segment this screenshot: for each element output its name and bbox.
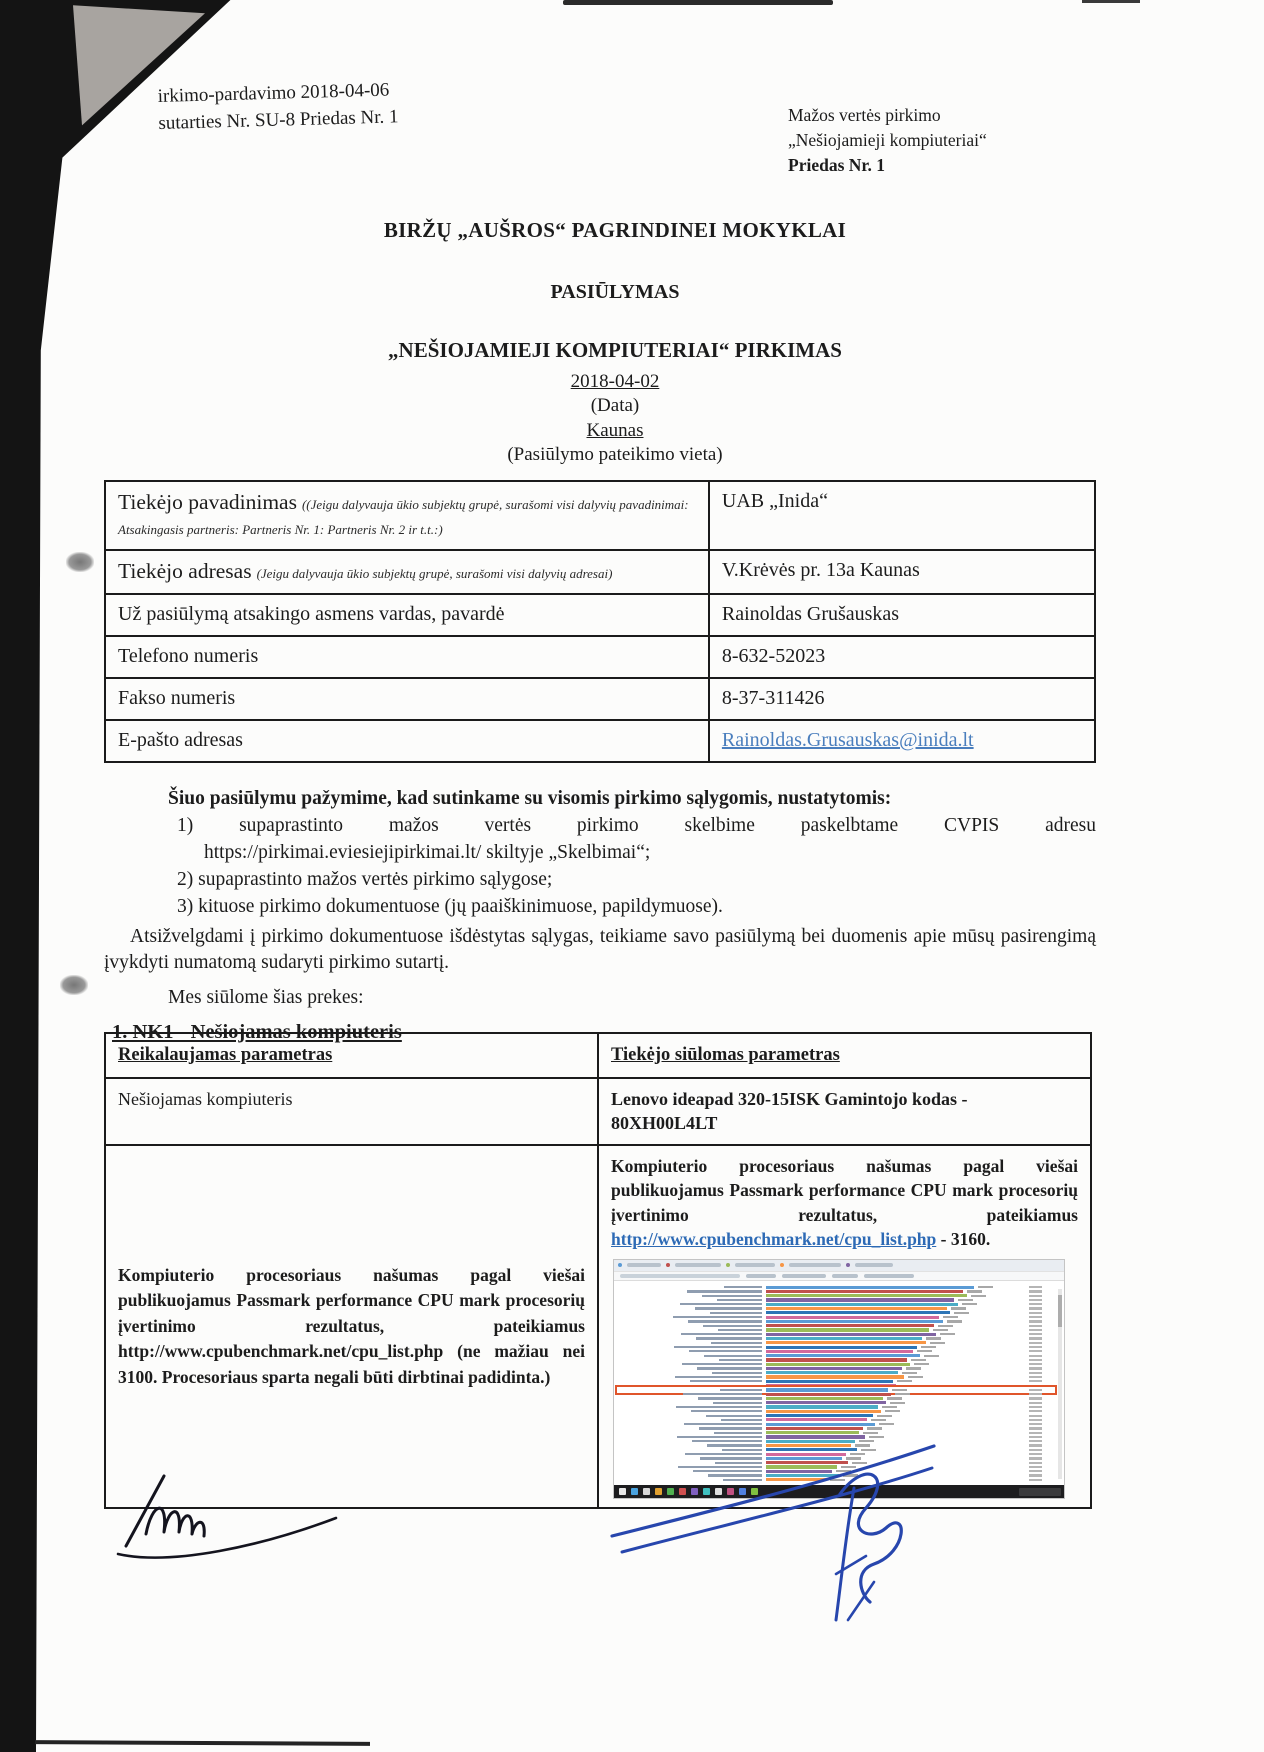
benchmark-score [882,1406,897,1408]
benchmark-row [618,1311,1054,1314]
benchmark-percent [1029,1325,1042,1327]
scan-bottom-mark-artifact [35,1740,370,1746]
tab-title-placeholder [735,1263,775,1267]
benchmark-score [971,1295,986,1297]
benchmark-percent [1029,1479,1042,1481]
benchmark-bar [766,1324,934,1327]
benchmark-percent [1029,1389,1042,1391]
required-parameter-header-cell [105,1033,598,1078]
responsible-person-value: Rainoldas Grušauskas [709,594,1095,636]
benchmark-score [914,1363,929,1365]
browser-icon [618,1263,622,1267]
benchmark-percent [1029,1440,1042,1442]
email-link[interactable]: Rainoldas.Grusauskas@inida.lt [721,729,974,751]
benchmark-percent [1029,1457,1042,1459]
benchmark-percent [1029,1376,1042,1378]
benchmark-bar [766,1380,893,1383]
benchmark-percent [1029,1342,1042,1344]
tab-title-placeholder [627,1263,661,1267]
table-row [105,550,1095,594]
benchmark-cpu-label [719,1359,762,1361]
annex-reference [788,103,1118,178]
supplier-info-table [104,480,1096,763]
benchmark-percent [1029,1333,1042,1335]
benchmark-score [947,1320,962,1322]
benchmark-cpu-label [674,1346,762,1348]
benchmark-cpu-label [680,1303,762,1305]
benchmark-bar [766,1367,902,1370]
benchmark-score [917,1350,932,1352]
supplier-address-value: V.Krėvės pr. 13a Kaunas [709,550,1095,594]
benchmark-row [618,1371,1054,1374]
contract-reference-line1: irkimo-pardavimo 2018-04-06 [157,79,390,108]
benchmark-cpu-label [711,1342,762,1344]
benchmark-row [618,1397,1054,1400]
benchmark-score [978,1286,993,1288]
benchmark-score [887,1397,902,1399]
benchmark-bar [766,1286,974,1289]
benchmark-cpu-label [691,1410,762,1412]
bookmark-placeholder [864,1274,914,1278]
supplier-address-label-cell [105,550,709,594]
benchmark-percent [1029,1462,1042,1464]
benchmark-cpu-label [681,1333,762,1335]
scrollbar[interactable] [1058,1289,1062,1479]
benchmark-percent [1029,1406,1042,1408]
benchmark-score [926,1337,941,1339]
fax-value: 8-37-311426 [709,678,1095,720]
conditions-block [104,786,1096,1047]
date-caption: (Data) [590,395,640,416]
cpu-benchmark-link[interactable]: http://www.cpubenchmark.net/cpu_list.php [611,1229,937,1250]
responsible-person-label: Už pasiūlymą atsakingo asmens vardas, pavardė [105,594,709,636]
benchmark-score [885,1410,900,1412]
benchmark-score [951,1307,966,1309]
benchmark-bar [766,1363,910,1366]
benchmark-bar [766,1397,883,1400]
benchmark-percent [1029,1372,1042,1374]
offered-parameter-header-cell [598,1033,1091,1078]
supplier-address-note: (Jeigu dalyvauja ūkio subjektų grupė, surašomi visi dalyvių adresai) [256,566,613,581]
benchmark-cpu-label [703,1325,762,1327]
benchmark-bar [766,1418,867,1421]
email-value-cell [709,720,1095,762]
benchmark-cpu-label [688,1320,762,1322]
benchmark-score [954,1312,969,1314]
benchmark-row [618,1388,1054,1391]
benchmark-percent [1029,1470,1042,1472]
benchmark-bar [766,1303,958,1306]
benchmark-percent [1029,1346,1042,1348]
supplier-name-value: UAB „Inida“ [709,481,1095,550]
bookmark-placeholder [746,1274,776,1278]
benchmark-cpu-label [698,1397,762,1399]
benchmark-percent [1029,1436,1042,1438]
benchmark-cpu-label [713,1402,762,1404]
place-caption: (Pasiūlymo pateikimo vieta) [507,444,723,465]
supplier-name-note: ((Jeigu dalyvauja ūkio subjektų grupė, surašomi visi dalyvių pavadinimai: Atsakingasis partneris: Partneris Nr. 1: Partneris Nr. 2 ir t.t.:) [118,497,689,537]
cpu-benchmark-required-cell [105,1145,598,1509]
benchmark-percent [1029,1290,1042,1292]
benchmark-bar [766,1290,963,1293]
benchmark-bar [766,1358,907,1361]
conditions-intro: Šiuo pasiūlymu pažymime, kad sutinkame su visomis pirkimo sąlygomis, nustatytomis: [168,788,892,809]
tab-title-placeholder [675,1263,721,1267]
punch-hole-shadow [66,552,94,572]
benchmark-row [618,1337,1054,1340]
benchmark-score [940,1333,955,1335]
title-block [100,218,1130,466]
benchmark-percent [1029,1427,1042,1429]
benchmark-bar [766,1328,929,1331]
document-type-title: PASIŪLYMAS [550,281,680,303]
browser-address-bar [614,1271,1064,1281]
benchmark-percent [1029,1367,1042,1369]
benchmark-row [618,1294,1054,1297]
benchmark-percent [1029,1444,1042,1446]
benchmark-bar [766,1337,922,1340]
benchmark-bar [766,1384,896,1387]
benchmark-bar [766,1405,878,1408]
benchmark-cpu-label [720,1389,762,1391]
benchmark-row [618,1298,1054,1301]
supplier-name-label: Tiekėjo pavadinimas [118,490,297,514]
benchmark-bar [766,1341,926,1344]
signature-right [608,1424,938,1634]
supplier-address-label: Tiekėjo adresas [118,559,252,583]
benchmark-row [618,1328,1054,1331]
benchmark-bar [766,1311,950,1314]
benchmark-percent [1029,1415,1042,1417]
benchmark-row [618,1405,1054,1408]
benchmark-percent [1029,1299,1042,1301]
benchmark-row [618,1418,1054,1421]
table-header-row [105,1033,1091,1078]
scrollbar-thumb[interactable] [1058,1295,1062,1327]
benchmark-cpu-label [724,1286,762,1288]
cpu-benchmark-offered-text [611,1154,1078,1252]
condition-item-1-line2: https://pirkimai.eviesiejipirkimai.lt/ skiltyje „Skelbimai“; [204,841,651,863]
benchmark-row [618,1320,1054,1323]
benchmark-row [618,1324,1054,1327]
cpu-benchmark-offered-prefix: Kompiuterio procesoriaus našumas pagal viešai publikuojamus Passmark performance CPU mark procesorių įvertinimo rezultatus, pateikiamus [611,1155,1078,1225]
contract-reference-line2: sutarties Nr. SU-8 Priedas Nr. 1 [158,105,399,134]
cpu-benchmark-offered-score: - 3160. [936,1229,991,1250]
benchmark-score [924,1355,939,1357]
laptop-offered-cell: Lenovo ideapad 320-15ISK Gamintojo kodas - 80XH00L4LT [598,1078,1091,1145]
benchmark-cpu-label [673,1316,762,1318]
benchmark-percent [1029,1355,1042,1357]
contract-reference [157,72,588,137]
tab-title-placeholder [789,1263,841,1267]
benchmark-percent [1029,1307,1042,1309]
condition-item-1-line1: 1) supaprastinto mažos vertės pirkimo skelbime paskelbtame CVPIS adresu [177,814,1096,836]
benchmark-score [908,1376,923,1378]
benchmark-row [618,1290,1054,1293]
benchmark-percent [1029,1312,1042,1314]
benchmark-score [921,1346,936,1348]
benchmark-row [618,1401,1054,1404]
benchmark-score [890,1402,905,1404]
benchmark-cpu-label [712,1372,762,1374]
benchmark-percent [1029,1380,1042,1382]
benchmark-row [618,1354,1054,1357]
benchmark-bar [766,1350,913,1353]
benchmark-score [930,1342,945,1344]
benchmark-bar [766,1346,917,1349]
benchmark-percent [1029,1303,1042,1305]
benchmark-bar [766,1298,954,1301]
benchmark-score [892,1389,907,1391]
benchmark-score [902,1372,917,1374]
benchmark-percent [1029,1423,1042,1425]
benchmark-percent [1029,1453,1042,1455]
benchmark-percent [1029,1320,1042,1322]
benchmark-row [618,1393,1054,1396]
benchmark-cpu-label [689,1350,762,1352]
supplier-name-label-cell [105,481,709,550]
benchmark-bar [766,1371,898,1374]
browser-icon [846,1263,850,1267]
benchmark-score [906,1367,921,1369]
benchmark-row [618,1414,1054,1417]
benchmark-score [958,1299,973,1301]
browser-tab-bar [614,1260,1064,1271]
document-date: 2018-04-02 [570,371,660,392]
benchmark-score [871,1419,886,1421]
item-nk1-heading: 1. NK1 - Nešiojamas kompiuteris [112,1021,402,1044]
fax-label: Fakso numeris [105,678,709,720]
subject-title: „NEŠIOJAMIEJI KOMPIUTERIAI“ PIRKIMAS [388,338,842,362]
benchmark-percent [1029,1350,1042,1352]
table-row [105,1078,1091,1145]
conditions-closing: Atsižvelgdami į pirkimo dokumentuose išdėstytas sąlygas, teikiame savo pasiūlymą bei duomenis apie mūsų pasirengimą įvykdyti numatomą sudaryti pirkimo sutartį. [104,925,1096,974]
benchmark-cpu-label [675,1376,762,1378]
benchmark-percent [1029,1419,1042,1421]
laptop-required-cell: Nešiojamas kompiuteris [105,1078,598,1145]
punch-hole-shadow [60,975,88,995]
benchmark-bar [766,1333,936,1336]
benchmark-cpu-label [702,1295,762,1297]
benchmark-row [618,1307,1054,1310]
offered-parameter-header: Tiekėjo siūlomas parametras [611,1045,840,1065]
benchmark-percent [1029,1329,1042,1331]
benchmark-bar [766,1375,904,1378]
benchmark-cpu-label [687,1290,762,1292]
benchmark-cpu-label [706,1415,762,1417]
annex-reference-line1: Mažos vertės pirkimo [788,105,941,125]
benchmark-percent [1029,1432,1042,1434]
bookmark-placeholder [782,1274,826,1278]
benchmark-percent [1029,1359,1042,1361]
table-row [105,678,1095,720]
email-label: E-pašto adresas [105,720,709,762]
benchmark-row [618,1410,1054,1413]
benchmark-bar [766,1388,888,1391]
table-row [105,481,1095,550]
offer-intro-line: Mes siūlome šias prekes: [168,987,364,1009]
benchmark-percent [1029,1393,1042,1395]
benchmark-row [618,1333,1054,1336]
benchmark-score [895,1393,910,1395]
benchmark-cpu-label [696,1337,762,1339]
signature-left [112,1462,342,1572]
table-row [105,1145,1091,1509]
scan-top-mark-artifact [563,0,833,5]
benchmark-row [618,1316,1054,1319]
benchmark-cpu-label [682,1363,762,1365]
benchmark-bar [766,1393,891,1396]
taskbar-system-tray [1019,1488,1061,1496]
benchmark-percent [1029,1385,1042,1387]
table-row [105,594,1095,636]
scan-top-mark2-artifact [1082,0,1140,3]
submission-place: Kaunas [586,420,644,441]
benchmark-row [618,1375,1054,1378]
condition-item-2: 2) supaprastinto mažos vertės pirkimo sąlygose; [177,868,553,890]
benchmark-percent [1029,1397,1042,1399]
benchmark-cpu-label [718,1329,762,1331]
cpu-benchmark-required-text: Kompiuterio procesoriaus našumas pagal viešai publikuojamus Passmark performance CPU mark procesorių įvertinimo rezultatus, pateikiamus http://www.cpubenchmark.net/cpu_list.php (ne mažiau nei 3100. Procesoriaus sparta negali būti dirbtinai padidinta.) [118,1265,585,1387]
benchmark-percent [1029,1402,1042,1404]
benchmark-row [618,1346,1054,1349]
benchmark-percent [1029,1449,1042,1451]
benchmark-cpu-label [710,1312,762,1314]
benchmark-cpu-label [697,1367,762,1369]
browser-icon [726,1263,730,1267]
benchmark-cpu-label [717,1299,762,1301]
benchmark-row [618,1303,1054,1306]
benchmark-cpu-label [705,1385,762,1387]
tab-title-placeholder [855,1263,893,1267]
benchmark-cpu-label [721,1419,762,1421]
benchmark-row [618,1341,1054,1344]
benchmark-row [618,1363,1054,1366]
benchmark-cpu-label [683,1393,762,1395]
table-row [105,636,1095,678]
product-parameters-table [104,1032,1092,1509]
benchmark-score [962,1303,977,1305]
benchmark-bar [766,1414,873,1417]
table-row [105,720,1095,762]
browser-icon [780,1263,784,1267]
annex-reference-line2: „Nešiojamieji kompiuteriai“ [788,129,987,150]
benchmark-cpu-label [695,1307,762,1309]
benchmark-bar [766,1401,886,1404]
required-parameter-header: Reikalaujamas parametras [118,1045,333,1065]
phone-label: Telefono numeris [105,636,709,678]
benchmark-score [900,1385,915,1387]
benchmark-percent [1029,1410,1042,1412]
benchmark-row [618,1350,1054,1353]
benchmark-percent [1029,1295,1042,1297]
benchmark-bar [766,1320,943,1323]
address-url-placeholder [620,1274,740,1278]
benchmark-percent [1029,1363,1042,1365]
benchmark-row [618,1358,1054,1361]
benchmark-cpu-label [676,1406,762,1408]
benchmark-row [618,1384,1054,1387]
benchmark-percent [1029,1337,1042,1339]
benchmark-bar [766,1410,881,1413]
benchmark-row [618,1286,1054,1289]
benchmark-cpu-label [704,1355,762,1357]
condition-item-3: 3) kituose pirkimo dokumentuose (jų paaiškinimuose, papildymuose). [177,895,723,917]
benchmark-score [933,1329,948,1331]
benchmark-row [618,1367,1054,1370]
benchmark-percent [1029,1316,1042,1318]
benchmark-score [897,1380,912,1382]
benchmark-percent [1029,1474,1042,1476]
recipient-title: BIRŽŲ „AUŠROS“ PAGRINDINEI MOKYKLAI [383,218,847,242]
phone-value: 8-632-52023 [709,636,1095,678]
benchmark-bar [766,1354,920,1357]
benchmark-bar [766,1294,967,1297]
benchmark-cpu-label [690,1380,762,1382]
benchmark-score [911,1359,926,1361]
benchmark-score [943,1316,958,1318]
bookmark-placeholder [832,1274,858,1278]
benchmark-bar [766,1307,947,1310]
benchmark-percent [1029,1466,1042,1468]
benchmark-row [618,1380,1054,1383]
benchmark-score [938,1325,953,1327]
benchmark-score [877,1415,892,1417]
benchmark-score [967,1290,982,1292]
annex-reference-line3: Priedas Nr. 1 [788,154,886,175]
benchmark-bar [766,1316,939,1319]
browser-icon [666,1263,670,1267]
benchmark-percent [1029,1286,1042,1288]
